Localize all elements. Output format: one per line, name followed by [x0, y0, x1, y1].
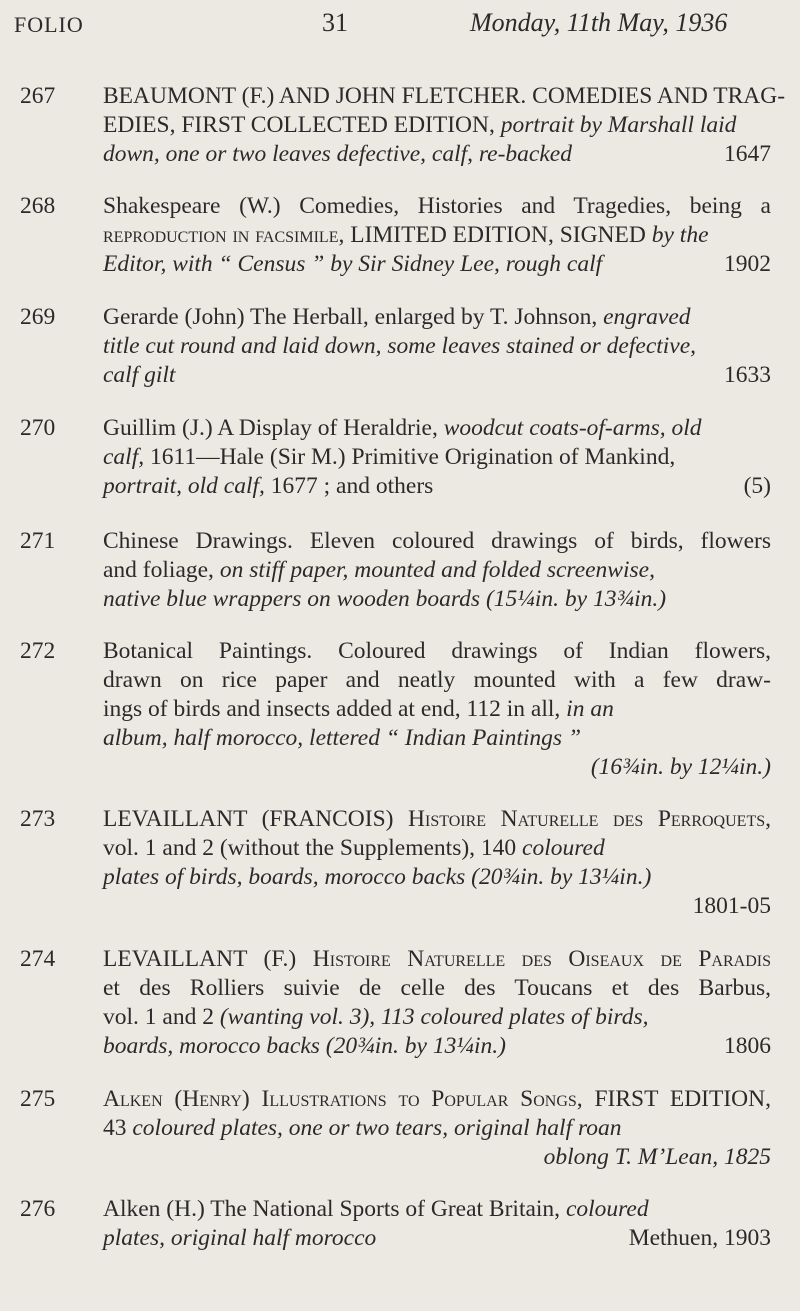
sale-date: Monday, 11th May, 1936	[470, 8, 728, 37]
page-number: 31	[322, 8, 348, 37]
lot-line: Alken (Henry) Illustrations to Popular Songs, FIRST EDITION,	[103, 1086, 771, 1112]
lot-number: 274	[20, 946, 56, 972]
lot-line: Alken (H.) The National Sports of Great Britain, coloured	[103, 1196, 649, 1222]
lot-line: LEVAILLANT (F.) Histoire Naturelle des Oiseaux de Paradis	[103, 946, 771, 972]
lot-description	[103, 1085, 771, 1172]
lot-number: 269	[20, 304, 56, 330]
lot-number: 275	[20, 1086, 56, 1112]
lot-number: 267	[20, 83, 56, 109]
lot-line: et des Rolliers suivie de celle des Toucans et des Barbus,	[103, 975, 771, 1001]
lot-count: (5)	[743, 473, 771, 499]
lot-date: 1902	[724, 251, 771, 277]
lot-date: 1806	[724, 1033, 771, 1059]
lot-line: ings of birds and insects added at end, 112 in all, in an	[103, 696, 614, 722]
lot-line: Guillim (J.) A Display of Heraldrie, woodcut coats-of-arms, old	[103, 415, 702, 441]
lot-number: 272	[20, 638, 56, 664]
lot-description	[103, 1195, 771, 1253]
lot-line: (16¾in. by 12¼in.)	[590, 754, 771, 780]
page-header	[0, 8, 800, 48]
lot-line: calf, 1611—Hale (Sir M.) Primitive Origination of Mankind,	[103, 444, 676, 470]
lot-line: down, one or two leaves defective, calf, re-backed 1647	[103, 141, 771, 167]
lot-description	[103, 303, 771, 390]
lot-description	[103, 805, 771, 921]
lot-line: Chinese Drawings. Eleven coloured drawings of birds, flowers	[103, 528, 771, 554]
lot-line: native blue wrappers on wooden boards (15¼in. by 13¾in.)	[103, 586, 667, 612]
lot-description	[103, 192, 771, 279]
lot-description	[103, 82, 786, 169]
lot-line: vol. 1 and 2 (without the Supplements), 140 coloured	[103, 835, 605, 861]
lot-number: 273	[20, 806, 56, 832]
lot-line: and foliage, on stiff paper, mounted and folded screenwise,	[103, 557, 655, 583]
lot-line: boards, morocco backs (20¾in. by 13¼in.) 1806	[103, 1033, 771, 1059]
lot-line: reproduction in facsimile, LIMITED EDITION, SIGNED by the	[103, 222, 709, 248]
lot-line: LEVAILLANT (FRANCOIS) Histoire Naturelle des Perroquets,	[103, 806, 771, 832]
lot-line: EDIES, FIRST COLLECTED EDITION, portrait by Marshall laid	[103, 112, 737, 138]
lot-line: plates, original half morocco Methuen, 1903	[103, 1225, 771, 1251]
lot-line: title cut round and laid down, some leaves stained or defective,	[103, 333, 697, 359]
lot-line: Editor, with “ Census ” by Sir Sidney Lee, rough calf 1902	[103, 251, 771, 277]
lot-date: 1647	[724, 141, 771, 167]
lot-description	[103, 527, 771, 614]
lot-line: Shakespeare (W.) Comedies, Histories and Tragedies, being a	[103, 193, 771, 219]
folio-label: FOLIO	[14, 12, 84, 37]
lot-description	[103, 414, 771, 501]
lot-line: calf gilt 1633	[103, 362, 771, 388]
lot-line: vol. 1 and 2 (wanting vol. 3), 113 coloured plates of birds,	[103, 1004, 649, 1030]
lot-line: 43 coloured plates, one or two tears, original half roan	[103, 1115, 622, 1141]
lot-date: 1633	[724, 362, 771, 388]
lot-line: album, half morocco, lettered “ Indian Paintings ”	[103, 725, 582, 751]
lot-line: Botanical Paintings. Coloured drawings of Indian flowers,	[103, 638, 771, 664]
lot-number: 268	[20, 193, 56, 219]
lot-description	[103, 945, 771, 1061]
lot-line: drawn on rice paper and neatly mounted with a few draw-	[103, 667, 771, 693]
lot-line: 1801-05	[692, 893, 771, 919]
lot-line: Gerarde (John) The Herball, enlarged by T. Johnson, engraved	[103, 304, 691, 330]
lot-line: portrait, old calf, 1677 ; and others (5)	[103, 473, 771, 499]
lot-description	[103, 637, 771, 782]
lot-line: oblong T. M’Lean, 1825	[543, 1144, 771, 1170]
lot-publisher: Methuen, 1903	[628, 1225, 771, 1251]
lot-number: 271	[20, 528, 56, 554]
lot-line: BEAUMONT (F.) AND JOHN FLETCHER. COMEDIES AND TRAG-	[103, 83, 786, 109]
lot-line: plates of birds, boards, morocco backs (20¾in. by 13¼in.)	[103, 864, 652, 890]
lot-number: 270	[20, 415, 56, 441]
lot-number: 276	[20, 1196, 56, 1222]
